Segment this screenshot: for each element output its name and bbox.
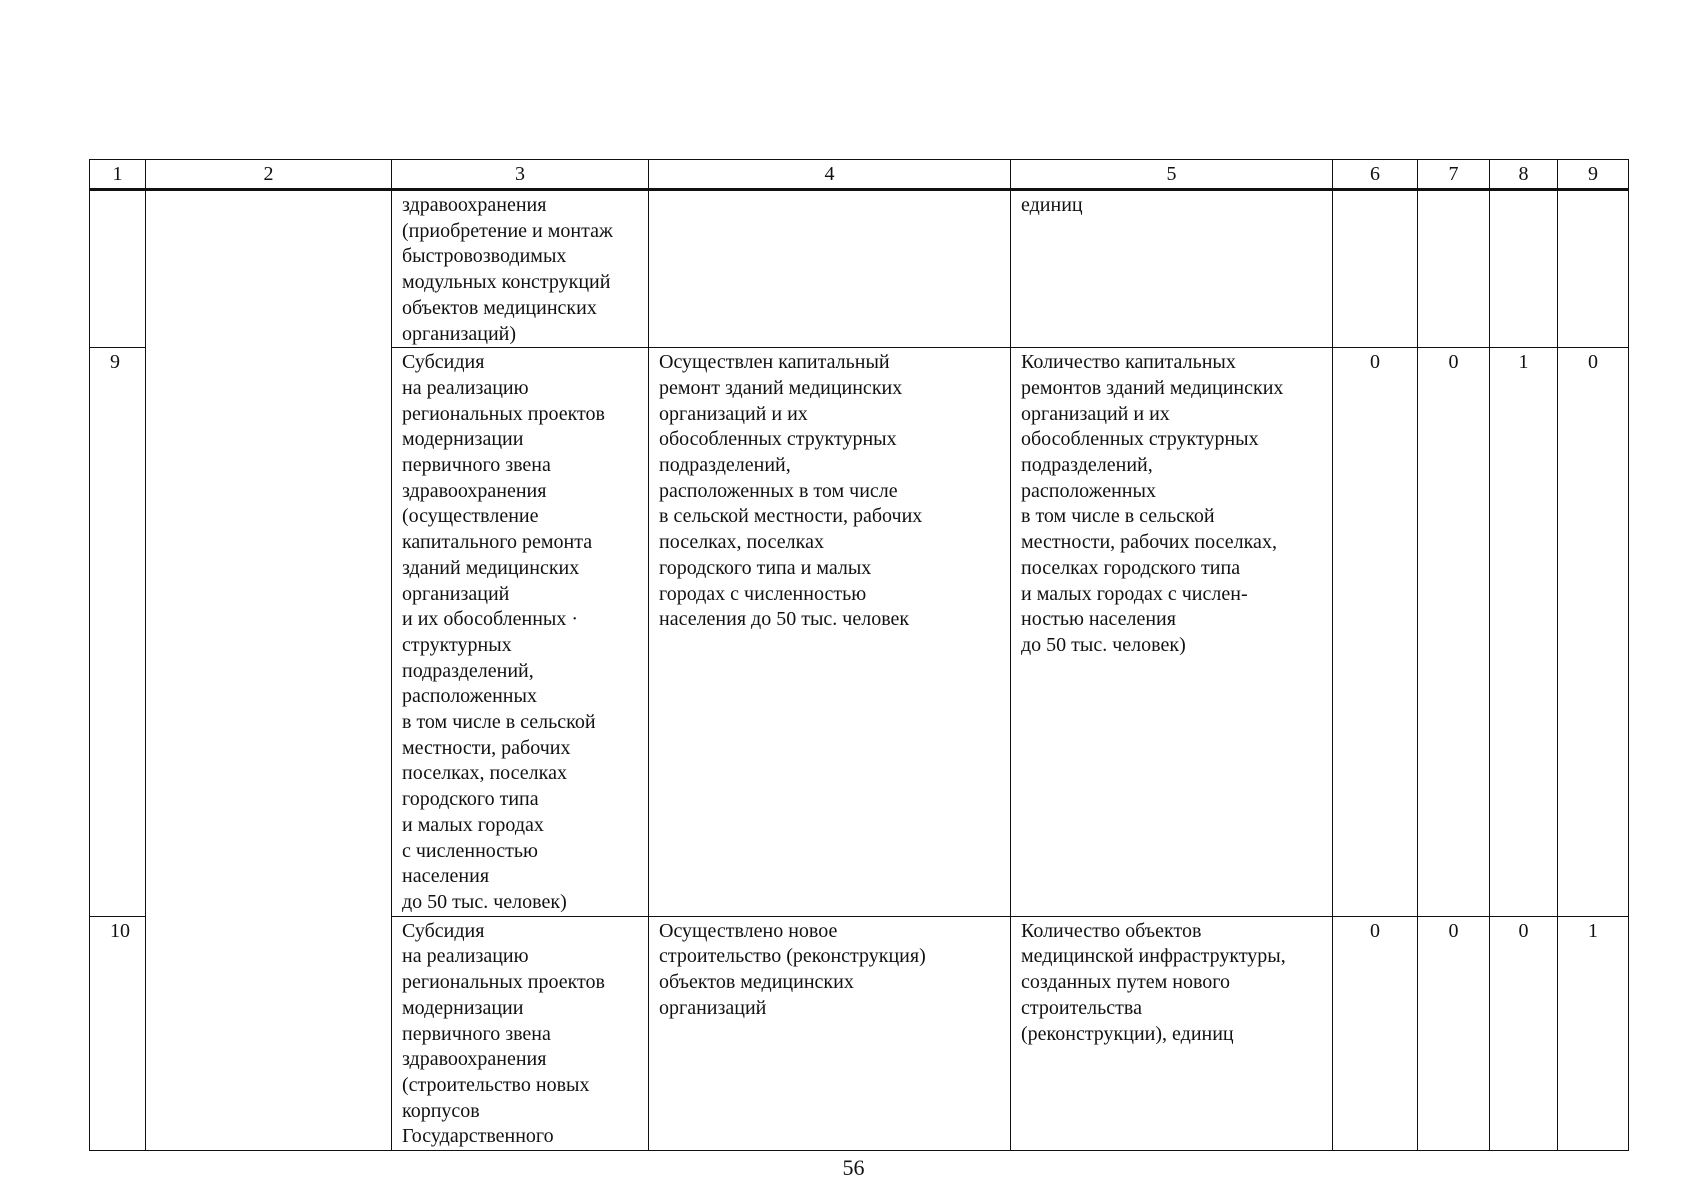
indicator-description: Количество капитальных ремонтов зданий медицинских организаций и их обособленных структурных подразделений, расположенных в том числе в сельской местности, рабочих поселках, поселках городского типа и малых городах с числен- ностью населения до 50 тыс. человек): [1011, 348, 1333, 916]
header-col-1: 1: [90, 160, 146, 190]
subsidy-name: здравоохранения (приобретение и монтаж быстровозводимых модульных конструкций объектов медицинских организаций): [392, 190, 649, 348]
subsidy-name: Субсидия на реализацию региональных проектов модернизации первичного звена здравоохранения (осуществление капитального ремонта зданий медицинских организаций и их обособленных · структурных подразделений, расположенных в том числе в сельской местности, рабочих поселках, поселках городского типа и малых городах с численностью населения до 50 тыс. человек): [392, 348, 649, 916]
row-number: 9: [90, 348, 146, 916]
value-col-9: 0: [1558, 348, 1629, 916]
result-description: Осуществлено новое строительство (реконструкция) объектов медицинских организаций: [649, 916, 1011, 1150]
header-row: [90, 160, 1629, 190]
value-col-8: [1490, 190, 1558, 348]
value-col-7: 0: [1418, 348, 1490, 916]
merged-empty-cell: [146, 190, 392, 1151]
header-col-5: 5: [1011, 160, 1333, 190]
value-col-7: 0: [1418, 916, 1490, 1150]
header-col-4: 4: [649, 160, 1011, 190]
indicator-description: Количество объектов медицинской инфраструктуры, созданных путем нового строительства (реконструкции), единиц: [1011, 916, 1333, 1150]
header-col-7: 7: [1418, 160, 1490, 190]
header-col-6: 6: [1333, 160, 1418, 190]
result-description: [649, 190, 1011, 348]
header-col-2: 2: [146, 160, 392, 190]
value-col-8: 0: [1490, 916, 1558, 1150]
indicator-description: единиц: [1011, 190, 1333, 348]
header-col-3: 3: [392, 160, 649, 190]
value-col-8: 1: [1490, 348, 1558, 916]
value-col-9: [1558, 190, 1629, 348]
value-col-6: 0: [1333, 348, 1418, 916]
value-col-7: [1418, 190, 1490, 348]
value-col-9: 1: [1558, 916, 1629, 1150]
value-col-6: 0: [1333, 916, 1418, 1150]
subsidy-name: Субсидия на реализацию региональных проектов модернизации первичного звена здравоохранения (строительство новых корпусов Государственного: [392, 916, 649, 1150]
row-number: 10: [90, 916, 146, 1150]
row-number: [90, 190, 146, 348]
result-description: Осуществлен капитальный ремонт зданий медицинских организаций и их обособленных структурных подразделений, расположенных в том числе в сельской местности, рабочих поселках, поселках городского типа и малых городах с численностью населения до 50 тыс. человек: [649, 348, 1011, 916]
value-col-6: [1333, 190, 1418, 348]
header-col-8: 8: [1490, 160, 1558, 190]
table-row: [90, 190, 1629, 348]
page-number: 56: [842, 1155, 865, 1180]
header-col-9: 9: [1558, 160, 1629, 190]
data-table: [89, 159, 1629, 1151]
